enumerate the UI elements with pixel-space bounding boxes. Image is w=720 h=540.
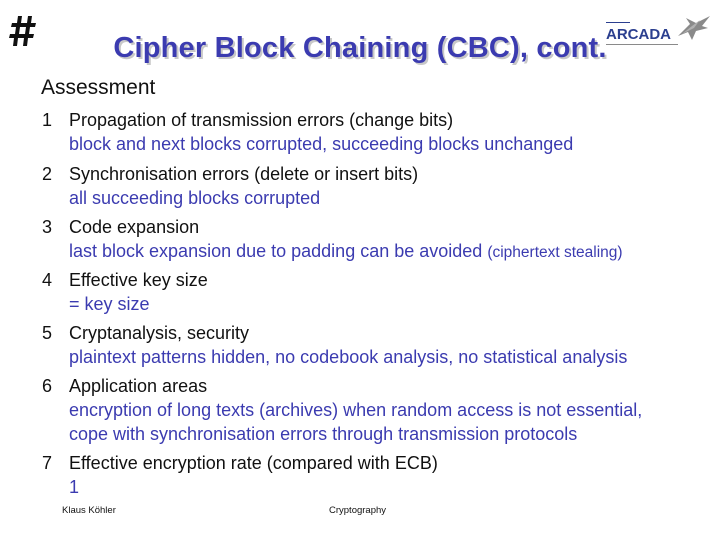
item-number: 1 — [42, 110, 53, 130]
item-text: Propagation of transmission errors (change bits) — [69, 110, 454, 130]
item-number: 2 — [42, 164, 53, 184]
item-number: 6 — [42, 376, 53, 396]
item-text: Effective key size — [69, 270, 208, 290]
item-detail: = key size — [69, 294, 150, 314]
item-number: 7 — [42, 453, 53, 473]
item-detail: cope with synchronisation errors through transmission protocols — [69, 424, 578, 444]
item-number: 4 — [42, 270, 53, 290]
bird-icon — [678, 16, 710, 40]
list-item — [42, 215, 718, 268]
item-text: Code expansion — [69, 217, 200, 237]
item-detail-text: last block expansion due to padding can be avoided — [69, 241, 483, 261]
item-number: 3 — [42, 217, 53, 237]
slide-title: Cipher Block Chaining (CBC), cont. — [113, 32, 607, 64]
list-item — [42, 268, 718, 321]
item-detail: all succeeding blocks corrupted — [69, 188, 321, 208]
item-detail — [69, 239, 718, 265]
item-detail: plaintext patterns hidden, no codebook analysis, no statistical analysis — [69, 347, 628, 367]
item-text: Synchronisation errors (delete or insert bits) — [69, 164, 419, 184]
item-detail: encryption of long texts (archives) when random access is not essential, — [69, 400, 643, 420]
item-detail: 1 — [69, 477, 80, 497]
assessment-list — [42, 108, 718, 503]
section-heading: Assessment — [41, 76, 156, 99]
item-detail-note: (ciphertext stealing) — [487, 244, 623, 261]
list-item — [42, 321, 718, 374]
corner-logo-icon — [8, 14, 38, 53]
footer-author: Klaus Köhler — [62, 505, 116, 516]
item-text: Cryptanalysis, security — [69, 323, 250, 343]
list-item — [42, 374, 718, 451]
list-item — [42, 108, 718, 162]
list-item — [42, 162, 718, 215]
item-number: 5 — [42, 323, 53, 343]
footer-course: Cryptography — [329, 505, 387, 516]
arcada-logo-text: ARCADA — [606, 26, 671, 43]
item-text: Application areas — [69, 376, 208, 396]
list-item — [42, 451, 718, 503]
item-text: Effective encryption rate (compared with ECB) — [69, 453, 438, 473]
item-detail: block and next blocks corrupted, succeeding blocks unchanged — [69, 134, 574, 154]
